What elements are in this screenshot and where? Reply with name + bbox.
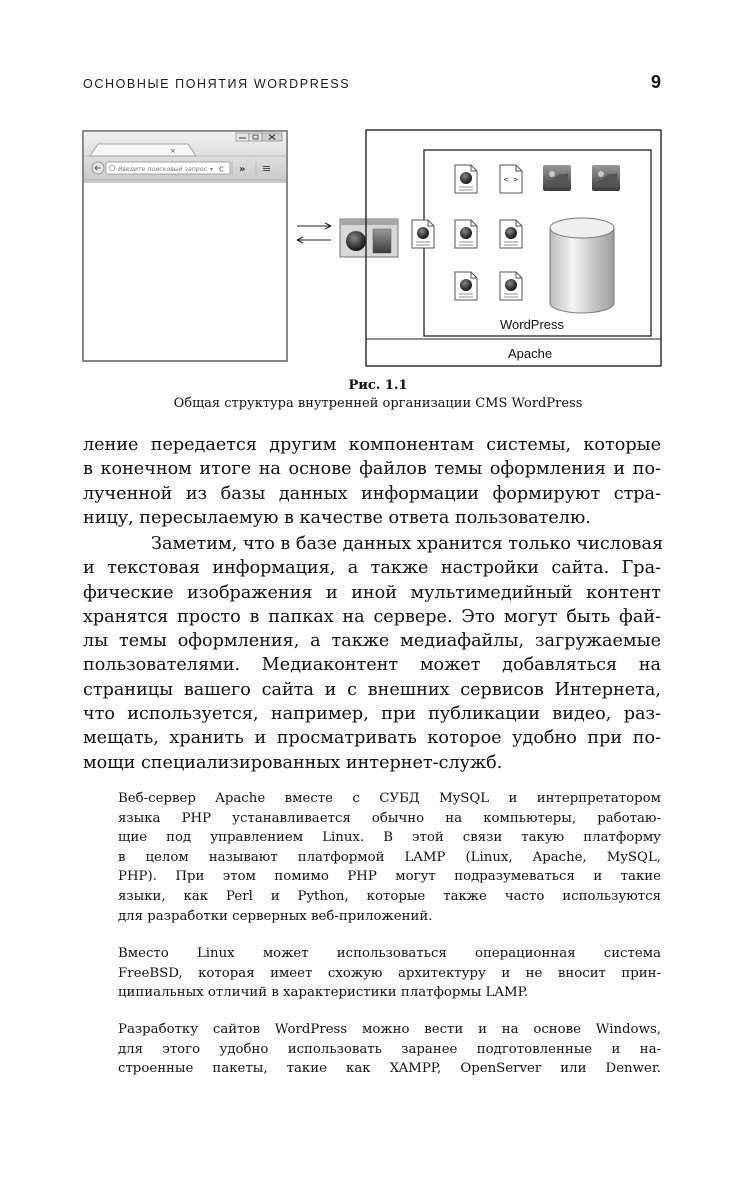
image-file-icon [543, 165, 571, 191]
paragraph-continuation [83, 433, 661, 530]
note-line: FreeBSD, которая имеет схожую архитектуру и не вносит прин- [118, 965, 661, 981]
browser-tab[interactable] [90, 144, 196, 156]
dropdown-icon[interactable]: ▾ [210, 166, 214, 173]
text-line: лы темы оформления, а также медиафайлы, загружаемые [83, 631, 661, 652]
note-line: щие под управлением Linux. В этой связи такую платформу [118, 830, 661, 846]
note-line: Вместо Linux может использоваться операционная система [118, 946, 661, 961]
text-line: пользователями. Медиаконтент может добавляться на [83, 655, 661, 676]
note-block [118, 1020, 661, 1079]
note-line: PHP). При этом помимо PHP могут подразумеваться и такие [118, 869, 661, 885]
page-number: 9 [650, 72, 661, 92]
text-line: хранятся просто в папках на сервере. Это могут быть фай- [83, 606, 661, 627]
reload-icon[interactable]: C [219, 165, 224, 174]
note-block [118, 789, 661, 926]
apache-label: Apache [507, 346, 553, 361]
text-line: лученной из базы данных информации формируют стра- [83, 483, 661, 504]
php-file-icon [500, 220, 522, 248]
figure-caption-title: Рис. 1.1 [348, 378, 408, 393]
text-line: ление передается другим компонентам системы, которые [83, 435, 661, 455]
text-line: страницы вашего сайта и с внешних сервисов Интернета, [83, 679, 661, 700]
figure-caption-text: Общая структура внутренней организации CMS WordPress [173, 396, 583, 411]
php-file-icon [500, 272, 522, 300]
request-arrows [297, 223, 331, 243]
php-file-icon [455, 272, 477, 300]
text-line: мещать, хранить и просматривать которое удобно при по- [83, 728, 661, 749]
overflow-icon[interactable]: » [239, 164, 246, 175]
text-line: в конечном итоге на основе файлов темы оформления и по- [83, 459, 661, 480]
note-line: Веб-сервер Apache вместе с СУБД MySQL и интерпретатором [118, 791, 661, 806]
text-line: Заметим, что в базе данных хранится только числовая [151, 534, 664, 554]
text-line: ницу, пересылаемую в качестве ответа пользователю. [83, 507, 591, 528]
note-line: для этого удобно использовать заранее подготовленные и на- [118, 1041, 661, 1057]
text-line: мощи специализированных интернет-служб. [83, 752, 503, 773]
text-line: и текстовая информация, а также настройки сайта. Гра- [83, 558, 661, 579]
database-icon [550, 218, 614, 313]
paragraph [83, 532, 664, 775]
php-file-icon [412, 220, 434, 248]
note-line: для разработки серверных веб-приложений. [118, 908, 433, 924]
html-file-icon [500, 165, 522, 193]
note-line: ципиальных отличий в характеристики платформы LAMP. [118, 985, 529, 1001]
note-line: в целом называют платформой LAMP (Linux, Apache, MySQL, [118, 849, 661, 865]
running-title: ОСНОВНЫЕ ПОНЯТИЯ WORDPRESS [83, 77, 351, 91]
cms-structure-diagram [80, 125, 665, 370]
wordpress-label: WordPress [499, 317, 565, 332]
text-line: фические изображения и иной мультимедийный контент [83, 582, 661, 603]
browser-window [83, 131, 287, 361]
php-file-icon [455, 165, 477, 193]
window-controls[interactable] [236, 133, 282, 141]
close-tab-icon[interactable]: × [170, 147, 176, 155]
note-line: языка PHP устанавливается обычно на компьютеры, работаю- [118, 810, 661, 826]
search-placeholder: Введите поисковый запрос [118, 166, 207, 173]
note-line: строенные пакеты, такие как XAMPP, OpenServer или Denwer. [118, 1061, 661, 1077]
note-block [118, 944, 661, 1003]
php-file-icon [455, 220, 477, 248]
image-file-icon [592, 165, 620, 191]
web-server-icon [340, 219, 398, 257]
text-line: что используется, например, при публикации видео, раз- [83, 704, 661, 725]
note-line: языки, как Perl и Python, которые также часто используются [118, 888, 661, 904]
note-line: Разработку сайтов WordPress можно вести и на основе Windows, [118, 1022, 661, 1037]
menu-icon[interactable]: ≡ [262, 162, 272, 175]
